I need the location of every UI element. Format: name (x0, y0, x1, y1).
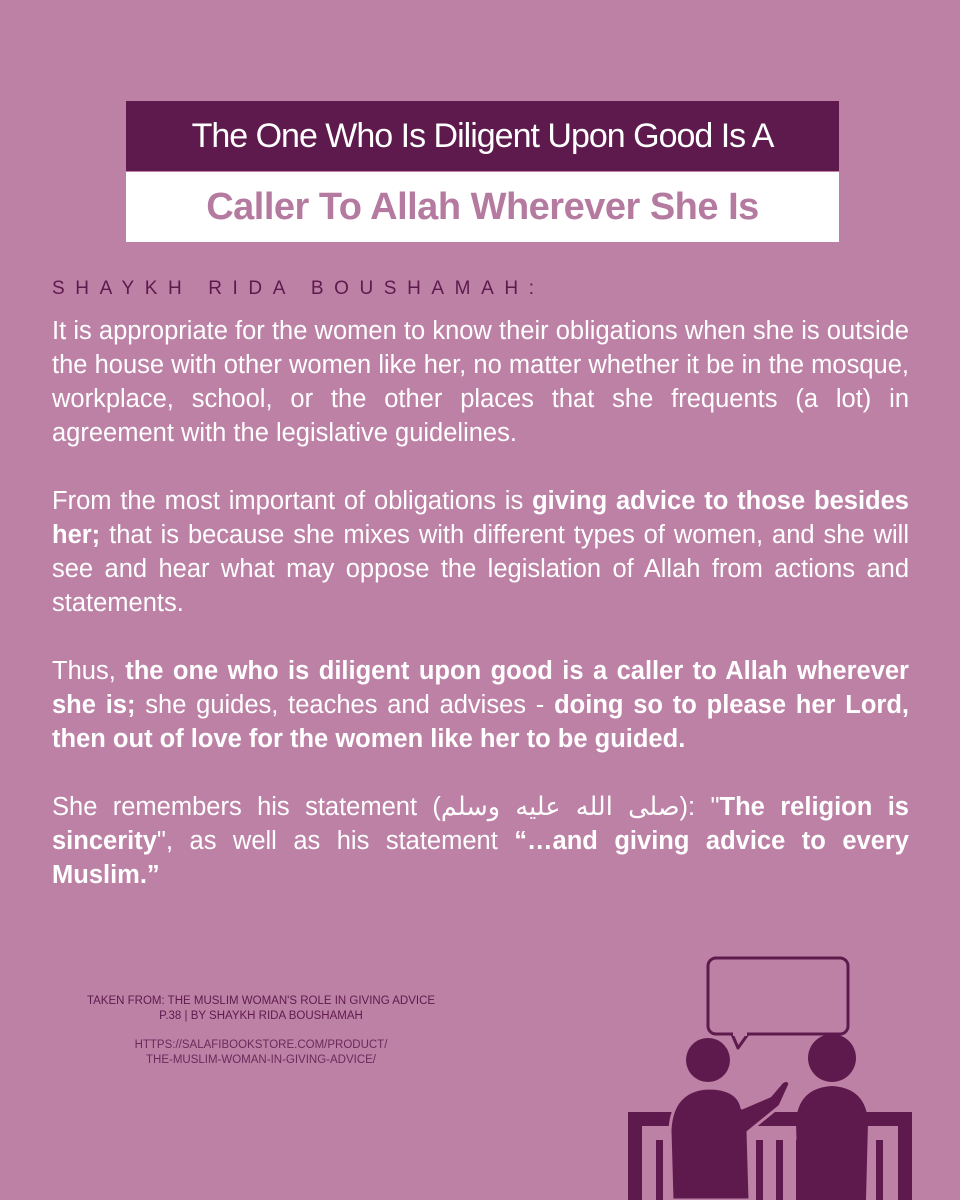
paragraph-2 (52, 484, 909, 620)
author-label: SHAYKH RIDA BOUSHAMAH: (52, 278, 545, 299)
source-url-line-1[interactable]: HTTPS://SALAFIBOOKSTORE.COM/PRODUCT/ (134, 1039, 388, 1051)
title-line-1: The One Who Is Diligent Upon Good Is A (126, 101, 839, 171)
arabic-salutation: صلى الله عليه وسلم (440, 793, 680, 821)
paragraph-3-bold: the one who is diligent upon good is a caller to Allah wherever she is; (52, 657, 909, 719)
paragraph-3-bold-end: doing so to please her Lord, then out of love for the women like her to be guided. (52, 691, 909, 753)
quote-body (52, 314, 909, 926)
paragraph-2-bold: giving advice to those besides her; (52, 487, 909, 549)
paragraph-4-text-3: ", as well as his statement (156, 827, 515, 855)
paragraph-1: It is appropriate for the women to know their obligations when she is outside the house with other women like her, no matter whether it be in the mosque, workplace, school, or the other places that she frequents (a lot) in agreement with the legislative guidelines. (52, 317, 909, 447)
paragraph-4-bold-end: “…and giving advice to every Muslim.” (52, 827, 909, 889)
speech-bubble-icon (708, 958, 848, 1048)
paragraph-3-text-mid: she guides, teaches and advises - (135, 691, 555, 719)
source-url-line-2[interactable]: THE-MUSLIM-WOMAN-IN-GIVING-ADVICE/ (146, 1054, 376, 1066)
source-line-2: P.38 | BY SHAYKH RIDA BOUSHAMAH (159, 1010, 363, 1022)
paragraph-2-text: From the most important of obligations is (52, 487, 533, 515)
paragraph-4-bold: The religion is sincerity (52, 793, 909, 855)
paragraph-3-text: Thus, (52, 657, 126, 685)
source-citation (52, 994, 470, 1024)
paragraph-3 (52, 654, 909, 756)
conversation-illustration (620, 950, 920, 1200)
person-right-icon (796, 1034, 868, 1200)
title-line-2: Caller To Allah Wherever She Is (126, 172, 839, 242)
source-line-1: TAKEN FROM: THE MUSLIM WOMAN'S ROLE IN GIVING ADVICE (86, 995, 436, 1007)
paragraph-4 (52, 790, 909, 892)
paragraph-4-text-2: ): " (679, 793, 720, 821)
paragraph-2-text-end: that is because she mixes with different types of women, and she will see and hear what may oppose the legislation of Allah from actions and statements. (52, 521, 909, 617)
source-url[interactable] (52, 1038, 470, 1068)
paragraph-4-text: She remembers his statement ( (52, 793, 441, 821)
